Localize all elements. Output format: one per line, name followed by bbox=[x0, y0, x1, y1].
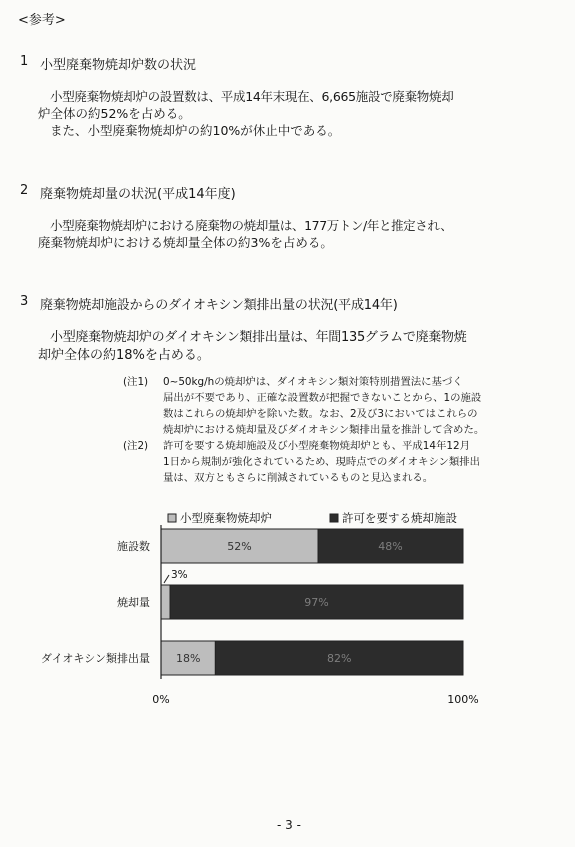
data-label-2-2: 97% bbox=[304, 596, 329, 609]
note-2-line-2: 1日から規制が強化されているため、現時点でのダイオキシン類排出 bbox=[163, 456, 481, 468]
data-label-3-1: 18% bbox=[175, 652, 201, 665]
legend-swatch-2 bbox=[330, 514, 338, 522]
page-number: - 3 - bbox=[277, 818, 301, 832]
category-label-1: 施設数 bbox=[117, 540, 150, 553]
data-label-1-2: 48% bbox=[378, 540, 403, 553]
section-1-line-2: 炉全体の約52%を占める。 bbox=[38, 106, 191, 121]
section-1-line-3: また、小型廃棄物焼却炉の約10%が休止中である。 bbox=[50, 123, 341, 138]
section-1-heading: 小型廃棄物焼却炉数の状況 bbox=[40, 58, 197, 73]
x-tick-label-2: 100% bbox=[447, 693, 479, 706]
legend-label-2: 許可を要する焼却施設 bbox=[342, 511, 457, 525]
section-2-line-2: 廃棄物焼却炉における焼却量全体の約3%を占める。 bbox=[38, 235, 333, 250]
bar-segment-2-1 bbox=[161, 585, 170, 619]
data-label-2-1: 3% bbox=[171, 569, 188, 581]
data-label-3-2: 82% bbox=[326, 652, 352, 665]
note-1-tag: (注1) bbox=[123, 376, 149, 388]
legend-swatch-1 bbox=[168, 514, 176, 522]
data-label-leader-2-1 bbox=[164, 575, 169, 583]
note-1-line-3: 数はこれらの焼却炉を除いた数。なお、2及び3においてはこれらの bbox=[163, 408, 478, 420]
category-label-3: ダイオキシン類排出量 bbox=[40, 652, 150, 665]
section-3-heading: 廃棄物焼却施設からのダイオキシン類排出量の状況(平成14年) bbox=[40, 298, 398, 313]
section-3-number: 3 bbox=[20, 294, 29, 309]
note-1-line-1: 0~50kg/hの焼却炉は、ダイオキシン類対策特別措置法に基づく bbox=[163, 376, 463, 388]
section-2-number: 2 bbox=[20, 183, 29, 198]
section-1-line-1: 小型廃棄物焼却炉の設置数は、平成14年末現在、6,665施設で廃棄物焼却 bbox=[50, 89, 454, 104]
note-2-line-3: 量は、双方ともさらに削減されているものと見込まれる。 bbox=[163, 472, 434, 484]
category-label-2: 焼却量 bbox=[117, 596, 150, 609]
section-1-number: 1 bbox=[20, 54, 29, 69]
x-tick-label-1: 0% bbox=[152, 693, 170, 706]
reference-label: <参考> bbox=[18, 13, 66, 28]
note-2-line-1: 許可を要する焼却施設及び小型廃棄物焼却炉とも、平成14年12月 bbox=[163, 440, 470, 452]
note-1-line-2: 届出が不要であり、正確な設置数が把握できないことから、1の施設 bbox=[163, 392, 482, 404]
data-label-1-1: 52% bbox=[227, 540, 252, 553]
legend-label-1: 小型廃棄物焼却炉 bbox=[180, 511, 272, 525]
section-3-line-1: 小型廃棄物焼却炉のダイオキシン類排出量は、年間135グラムで廃棄物焼 bbox=[50, 330, 467, 345]
section-2-line-1: 小型廃棄物焼却炉における廃棄物の焼却量は、177万トン/年と推定され、 bbox=[50, 218, 453, 233]
note-2-tag: (注2) bbox=[123, 440, 149, 452]
note-1-line-4: 焼却炉における焼却量及びダイオキシン類排出量を推計して含めた。 bbox=[163, 424, 485, 436]
section-2-heading: 廃棄物焼却量の状況(平成14年度) bbox=[40, 187, 236, 202]
section-3-line-2: 却炉全体の約18%を占める。 bbox=[38, 348, 210, 363]
